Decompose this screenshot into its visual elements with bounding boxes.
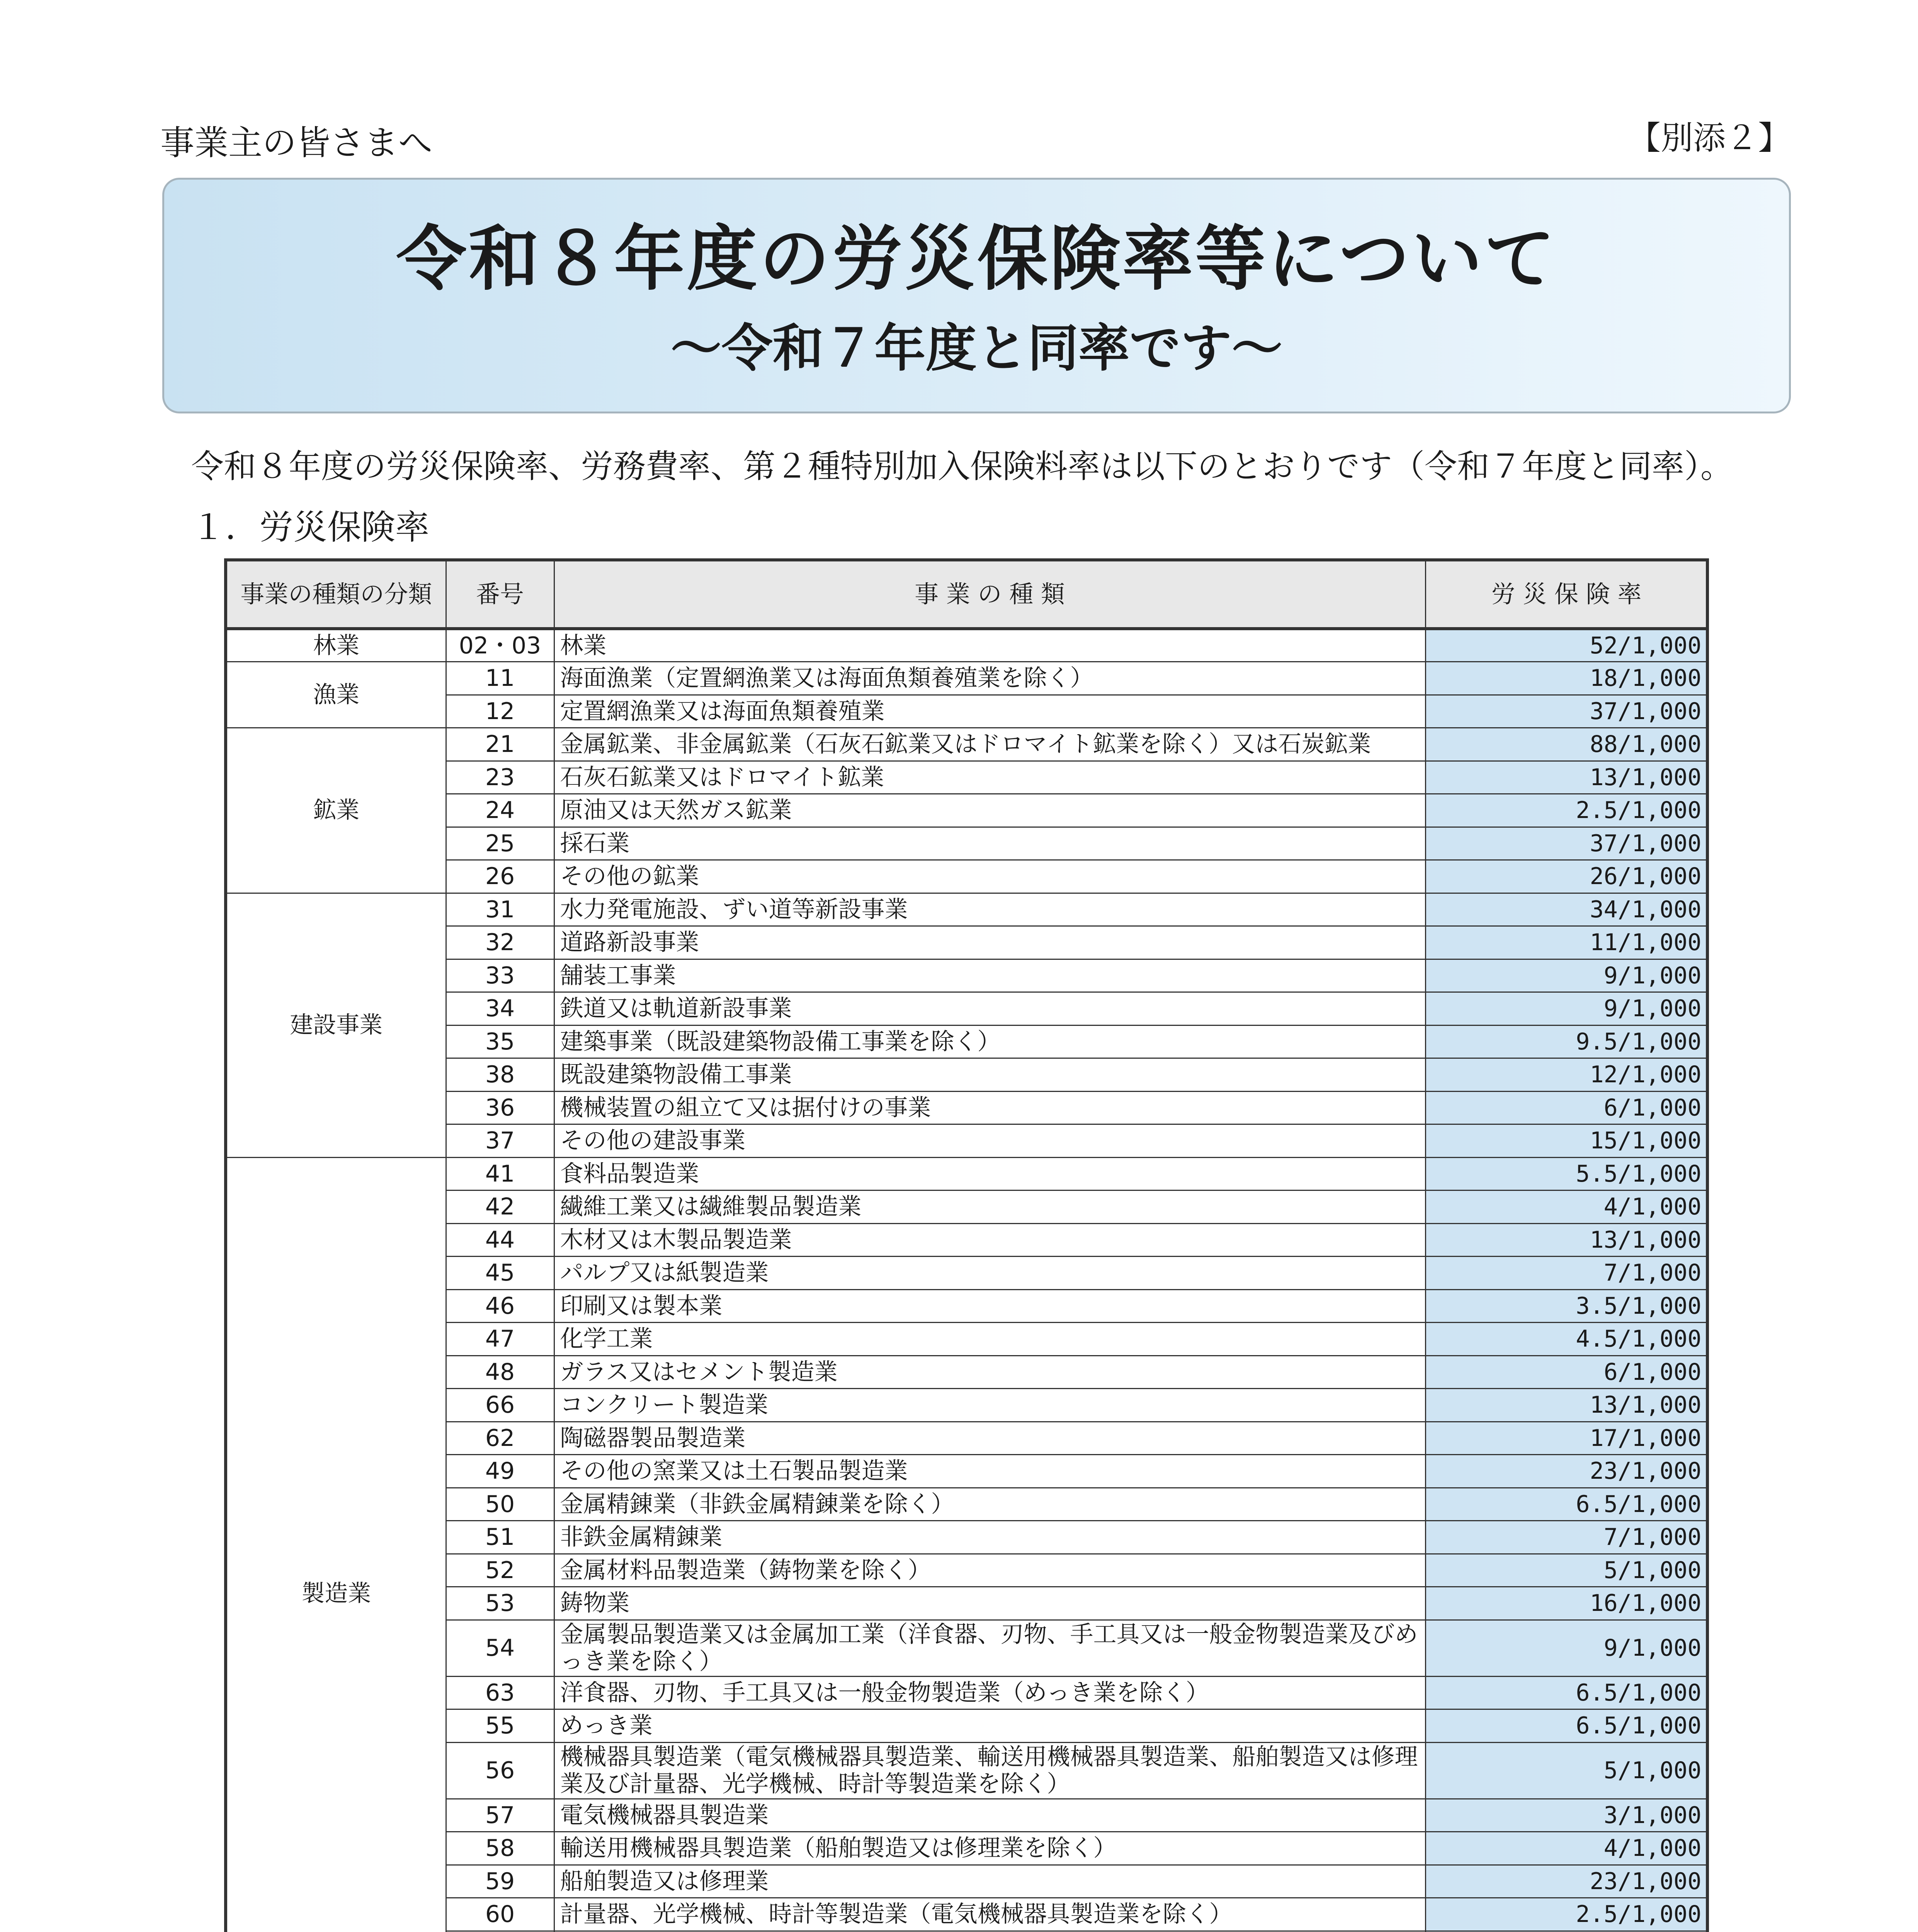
category-cell: 鉱業 (226, 728, 446, 893)
rate-cell: 18/1,000 (1425, 662, 1707, 695)
business-cell: 原油又は天然ガス鉱業 (554, 794, 1425, 827)
rate-cell: 13/1,000 (1425, 761, 1707, 794)
table-row (226, 992, 1707, 1026)
number-cell: 26 (446, 860, 554, 893)
intro-text: 令和８年度の労災保険率、労務費率、第２種特別加入保険料率は以下のとおりです（令和７年度と同率）。 (191, 447, 1733, 485)
business-cell: 海面漁業（定置網漁業又は海面魚類養殖業を除く） (554, 662, 1425, 695)
rate-cell: 3.5/1,000 (1425, 1289, 1707, 1323)
rate-cell: 9/1,000 (1425, 959, 1707, 992)
table-row (226, 959, 1707, 992)
number-cell: 34 (446, 992, 554, 1026)
table-row (226, 662, 1707, 695)
rate-cell: 7/1,000 (1425, 1521, 1707, 1554)
table-row (226, 1676, 1707, 1709)
table-row (226, 629, 1707, 662)
number-cell: 63 (446, 1676, 554, 1709)
business-cell: 非鉄金属精錬業 (554, 1521, 1425, 1554)
rate-cell: 26/1,000 (1425, 860, 1707, 893)
rate-cell: 34/1,000 (1425, 893, 1707, 926)
business-cell: 金属製品製造業又は金属加工業（洋食器、刃物、手工具又は一般金物製造業及びめっき業を除く） (554, 1620, 1425, 1676)
business-cell: 既設建築物設備工事業 (554, 1058, 1425, 1092)
header-business: 事 業 の 種 類 (554, 560, 1425, 629)
table-row (226, 695, 1707, 728)
business-cell: 機械装置の組立て又は据付けの事業 (554, 1091, 1425, 1124)
business-cell: 洋食器、刃物、手工具又は一般金物製造業（めっき業を除く） (554, 1676, 1425, 1709)
annex-label: 【別添２】 (1628, 119, 1790, 157)
table-row (226, 1709, 1707, 1743)
page-title: 令和８年度の労災保険率等について (396, 218, 1557, 300)
table-row (226, 1620, 1707, 1676)
table-row (226, 1190, 1707, 1224)
table-row (226, 728, 1707, 761)
number-cell: 45 (446, 1257, 554, 1290)
number-cell: 52 (446, 1554, 554, 1587)
number-cell: 24 (446, 794, 554, 827)
table-row (226, 1799, 1707, 1832)
business-cell: 食料品製造業 (554, 1157, 1425, 1190)
table-row (226, 1587, 1707, 1620)
table-row (226, 1832, 1707, 1865)
rate-cell: 88/1,000 (1425, 728, 1707, 761)
addressee: 事業主の皆さまへ (160, 123, 433, 163)
number-cell: 41 (446, 1157, 554, 1190)
rate-cell: 13/1,000 (1425, 1389, 1707, 1422)
category-cell: 漁業 (226, 662, 446, 728)
rate-cell: 4/1,000 (1425, 1832, 1707, 1865)
header-category: 事業の種類の分類 (226, 560, 446, 629)
section-heading: １．労災保険率 (191, 507, 430, 547)
table-row (226, 1257, 1707, 1290)
number-cell: 49 (446, 1455, 554, 1488)
business-cell: 電気機械器具製造業 (554, 1799, 1425, 1832)
table-row (226, 926, 1707, 959)
table-row (226, 1124, 1707, 1158)
table-row (226, 1488, 1707, 1521)
table-row (226, 1554, 1707, 1587)
rate-cell: 52/1,000 (1425, 629, 1707, 662)
header-number: 番号 (446, 560, 554, 629)
business-cell: その他の建設事業 (554, 1124, 1425, 1158)
rate-cell: 16/1,000 (1425, 1587, 1707, 1620)
business-cell: 道路新設事業 (554, 926, 1425, 959)
business-cell: 採石業 (554, 827, 1425, 860)
rate-cell: 2.5/1,000 (1425, 1898, 1707, 1931)
table-row (226, 1157, 1707, 1190)
number-cell: 31 (446, 893, 554, 926)
rate-cell: 37/1,000 (1425, 827, 1707, 860)
number-cell: 33 (446, 959, 554, 992)
rate-cell: 37/1,000 (1425, 695, 1707, 728)
business-cell: 化学工業 (554, 1323, 1425, 1356)
number-cell: 47 (446, 1323, 554, 1356)
table-row (226, 1521, 1707, 1554)
rate-cell: 6.5/1,000 (1425, 1676, 1707, 1709)
number-cell: 60 (446, 1898, 554, 1931)
rate-cell: 2.5/1,000 (1425, 794, 1707, 827)
table-row (226, 1865, 1707, 1898)
number-cell: 23 (446, 761, 554, 794)
rate-cell: 4.5/1,000 (1425, 1323, 1707, 1356)
business-cell: 石灰石鉱業又はドロマイト鉱業 (554, 761, 1425, 794)
category-cell: 林業 (226, 629, 446, 662)
table-row (226, 1422, 1707, 1455)
rate-cell: 23/1,000 (1425, 1865, 1707, 1898)
rate-cell: 11/1,000 (1425, 926, 1707, 959)
number-cell: 21 (446, 728, 554, 761)
business-cell: 水力発電施設、ずい道等新設事業 (554, 893, 1425, 926)
business-cell: 船舶製造又は修理業 (554, 1865, 1425, 1898)
rate-cell: 9.5/1,000 (1425, 1025, 1707, 1058)
header-rate: 労 災 保 険 率 (1425, 560, 1707, 629)
table-row (226, 1389, 1707, 1422)
table-row (226, 794, 1707, 827)
rates-table (224, 558, 1709, 1932)
number-cell: 51 (446, 1521, 554, 1554)
business-cell: 機械器具製造業（電気機械器具製造業、輸送用機械器具製造業、船舶製造又は修理業及び計量器、光学機械、時計等製造業を除く） (554, 1742, 1425, 1799)
rate-cell: 9/1,000 (1425, 992, 1707, 1026)
number-cell: 38 (446, 1058, 554, 1092)
rate-cell: 5/1,000 (1425, 1742, 1707, 1799)
number-cell: 66 (446, 1389, 554, 1422)
table-row (226, 1025, 1707, 1058)
table-row (226, 893, 1707, 926)
rate-cell: 4/1,000 (1425, 1190, 1707, 1224)
rate-cell: 6.5/1,000 (1425, 1488, 1707, 1521)
business-cell: 金属材料品製造業（鋳物業を除く） (554, 1554, 1425, 1587)
business-cell: 金属鉱業、非金属鉱業（石灰石鉱業又はドロマイト鉱業を除く）又は石炭鉱業 (554, 728, 1425, 761)
number-cell: 37 (446, 1124, 554, 1158)
business-cell: 舗装工事業 (554, 959, 1425, 992)
rate-cell: 5.5/1,000 (1425, 1157, 1707, 1190)
number-cell: 25 (446, 827, 554, 860)
business-cell: 木材又は木製品製造業 (554, 1223, 1425, 1257)
business-cell: 建築事業（既設建築物設備工事業を除く） (554, 1025, 1425, 1058)
number-cell: 35 (446, 1025, 554, 1058)
business-cell: コンクリート製造業 (554, 1389, 1425, 1422)
number-cell: 58 (446, 1832, 554, 1865)
business-cell: ガラス又はセメント製造業 (554, 1355, 1425, 1389)
number-cell: 55 (446, 1709, 554, 1743)
table-header-row (226, 560, 1707, 629)
number-cell: 42 (446, 1190, 554, 1224)
table-row (226, 1742, 1707, 1799)
number-cell: 12 (446, 695, 554, 728)
rate-cell: 23/1,000 (1425, 1455, 1707, 1488)
category-cell: 製造業 (226, 1157, 446, 1932)
number-cell: 44 (446, 1223, 554, 1257)
business-cell: 鋳物業 (554, 1587, 1425, 1620)
rate-cell: 6.5/1,000 (1425, 1709, 1707, 1743)
table-row (226, 1058, 1707, 1092)
rate-cell: 6/1,000 (1425, 1355, 1707, 1389)
number-cell: 59 (446, 1865, 554, 1898)
business-cell: 印刷又は製本業 (554, 1289, 1425, 1323)
page-subtitle: ～令和７年度と同率です～ (670, 319, 1283, 378)
number-cell: 46 (446, 1289, 554, 1323)
rate-cell: 7/1,000 (1425, 1257, 1707, 1290)
business-cell: 輸送用機械器具製造業（船舶製造又は修理業を除く） (554, 1832, 1425, 1865)
business-cell: 林業 (554, 629, 1425, 662)
table-row (226, 827, 1707, 860)
rate-cell: 17/1,000 (1425, 1422, 1707, 1455)
business-cell: パルプ又は紙製造業 (554, 1257, 1425, 1290)
table-row (226, 761, 1707, 794)
title-banner (162, 178, 1791, 413)
rate-cell: 3/1,000 (1425, 1799, 1707, 1832)
table-row (226, 1289, 1707, 1323)
number-cell: 62 (446, 1422, 554, 1455)
number-cell: 54 (446, 1620, 554, 1676)
business-cell: その他の窯業又は土石製品製造業 (554, 1455, 1425, 1488)
table-row (226, 1091, 1707, 1124)
number-cell: 56 (446, 1742, 554, 1799)
number-cell: 57 (446, 1799, 554, 1832)
table-row (226, 1223, 1707, 1257)
number-cell: 36 (446, 1091, 554, 1124)
table-row (226, 1455, 1707, 1488)
table-row (226, 1898, 1707, 1931)
number-cell: 32 (446, 926, 554, 959)
rate-cell: 13/1,000 (1425, 1223, 1707, 1257)
number-cell: 50 (446, 1488, 554, 1521)
table-row (226, 1323, 1707, 1356)
rate-cell: 12/1,000 (1425, 1058, 1707, 1092)
business-cell: 金属精錬業（非鉄金属精錬業を除く） (554, 1488, 1425, 1521)
business-cell: 鉄道又は軌道新設事業 (554, 992, 1425, 1026)
business-cell: 計量器、光学機械、時計等製造業（電気機械器具製造業を除く） (554, 1898, 1425, 1931)
business-cell: 繊維工業又は繊維製品製造業 (554, 1190, 1425, 1224)
category-cell: 建設事業 (226, 893, 446, 1157)
business-cell: 定置網漁業又は海面魚類養殖業 (554, 695, 1425, 728)
number-cell: 11 (446, 662, 554, 695)
rate-cell: 15/1,000 (1425, 1124, 1707, 1158)
table-body (226, 629, 1707, 1932)
rate-cell: 5/1,000 (1425, 1554, 1707, 1587)
table-row (226, 860, 1707, 893)
table-row (226, 1355, 1707, 1389)
number-cell: 48 (446, 1355, 554, 1389)
number-cell: 02・03 (446, 629, 554, 662)
business-cell: 陶磁器製品製造業 (554, 1422, 1425, 1455)
number-cell: 53 (446, 1587, 554, 1620)
business-cell: その他の鉱業 (554, 860, 1425, 893)
business-cell: めっき業 (554, 1709, 1425, 1743)
rate-cell: 6/1,000 (1425, 1091, 1707, 1124)
rate-cell: 9/1,000 (1425, 1620, 1707, 1676)
